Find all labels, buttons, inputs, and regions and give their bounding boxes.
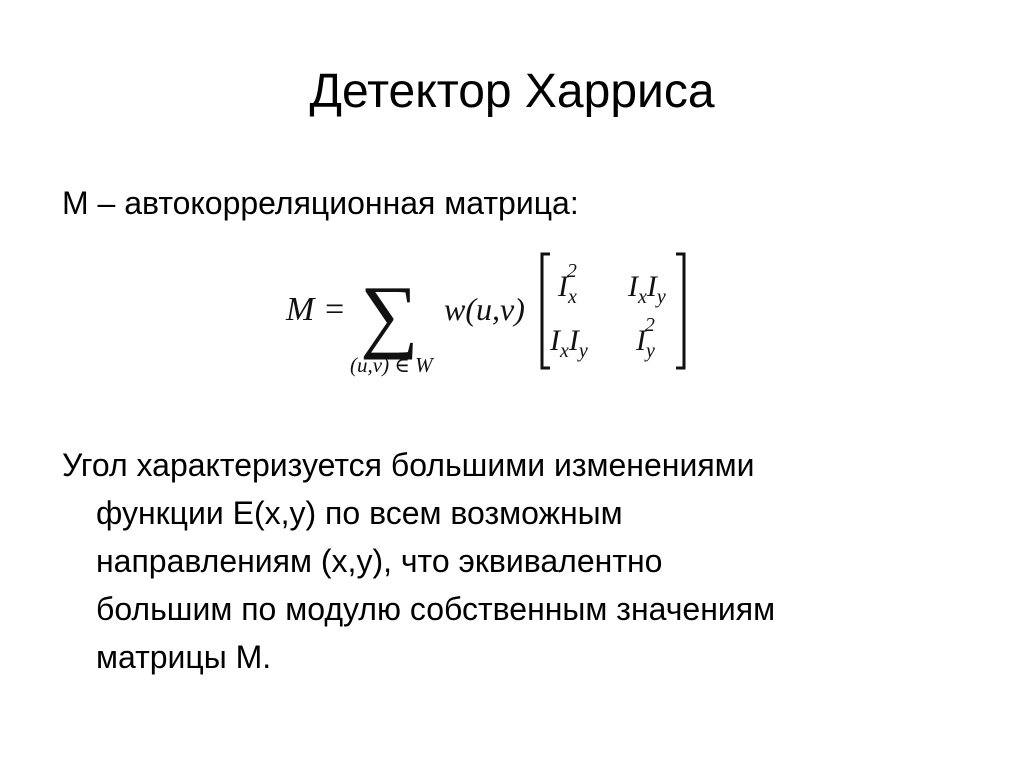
matrix-r1c1: $I_x2$: [558, 260, 577, 308]
slide-title: Детектор Харриса: [309, 65, 715, 118]
body-line-3: направлениям (x,y), что эквивалентно: [96, 543, 663, 579]
matrix-r1c2: $I_xI_y$: [628, 270, 666, 308]
weight-function: w(u,v): [444, 291, 525, 327]
intro-text: M – автокорреляционная матрица:: [62, 185, 579, 221]
matrix-r2c1: $I_xI_y$: [550, 324, 588, 362]
body-line-5: матрицы M.: [96, 639, 272, 675]
body-line-1: Угол характеризуется большими изменениями: [62, 447, 755, 483]
sum-index: (u,v) ∈ W: [350, 353, 433, 377]
matrix-r2c2: $I_y2$: [636, 314, 655, 362]
body-line-2: функции E(x,y) по всем возможным: [96, 495, 623, 531]
formula-lhs: M =: [286, 291, 346, 328]
matrix-right-bracket: [676, 254, 684, 368]
sum-symbol: ∑: [360, 269, 419, 360]
body-paragraph: [62, 441, 1002, 681]
body-line-4: большим по модулю собственным значениям: [96, 591, 776, 627]
matrix-left-bracket: [542, 254, 550, 368]
autocorrelation-formula: [284, 246, 690, 380]
